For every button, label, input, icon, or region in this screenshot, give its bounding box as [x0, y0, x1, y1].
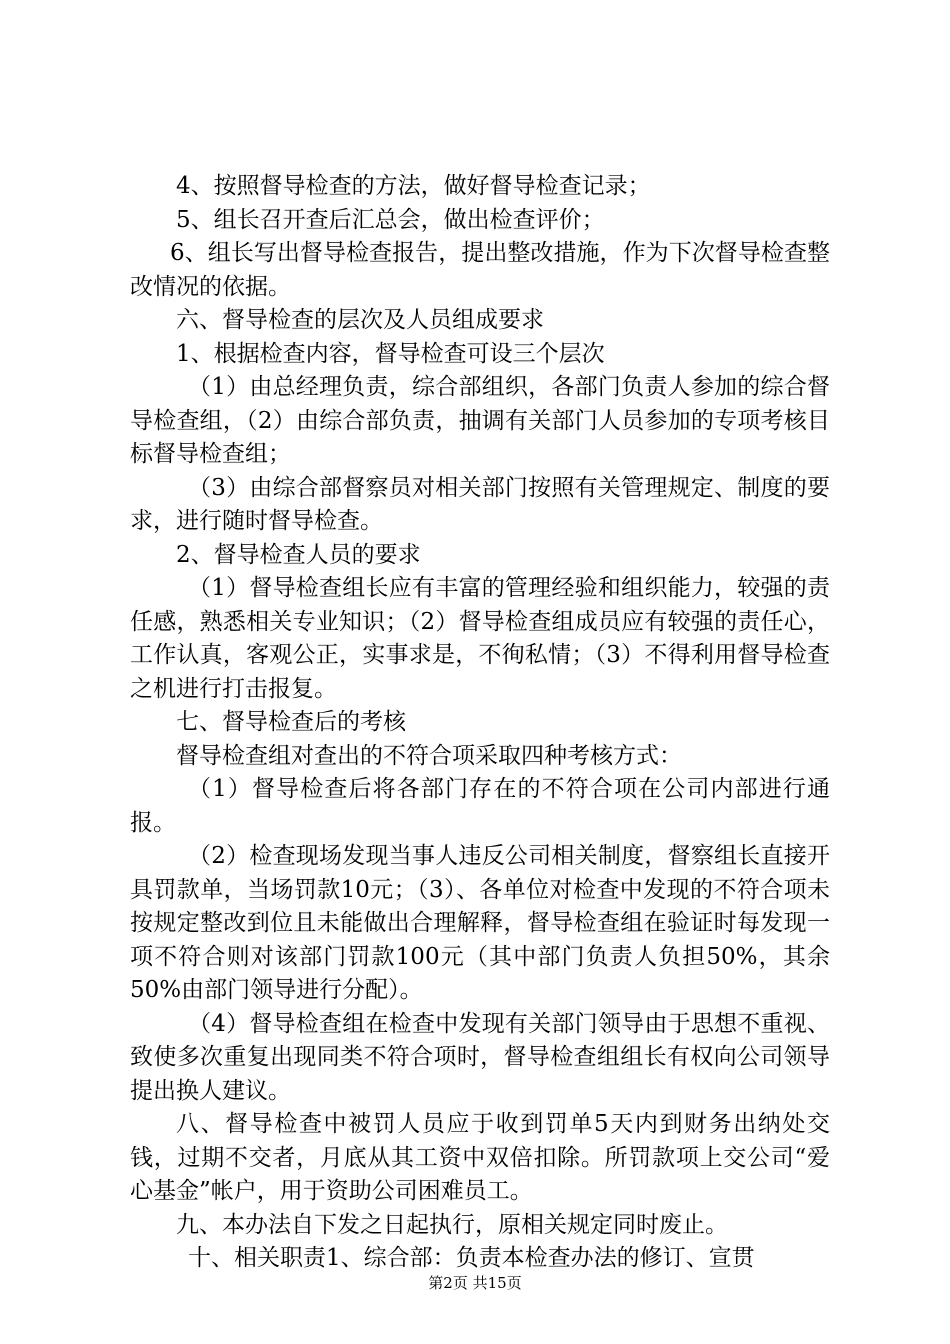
paragraph: （1）督导检查后将各部门存在的不符合项在公司内部进行通报。	[130, 776, 830, 836]
paragraph: 4、按照督导检查的方法，做好督导检查记录；	[176, 173, 651, 199]
paragraph: 八、督导检查中被罚人员应于收到罚单5天内到财务出纳处交钱，过期不交者，月底从其工资中双倍扣除。所罚款项上交公司“爱心基金”帐户，用于资助公司困难员工。	[130, 1111, 830, 1204]
paragraph: （1）由总经理负责，综合部组织，各部门负责人参加的综合督导检查组，（2）由综合部负责，抽调有关部门人员参加的专项考核目标督导检查组；	[130, 374, 830, 467]
page-footer: 第2页 共15页	[428, 1274, 522, 1292]
paragraph: 十、相关职责1、综合部：负责本检查办法的修订、宣贯	[188, 1245, 755, 1271]
section-heading: 七、督导检查后的考核	[176, 709, 406, 735]
paragraph: 1、根据检查内容，督导检查可设三个层次	[176, 340, 605, 367]
paragraph: （3）由综合部督察员对相关部门按照有关管理规定、制度的要求，进行随时督导检查。	[130, 474, 830, 534]
paragraph: 2、督导检查人员的要求	[176, 541, 421, 568]
paragraph: （1）督导检查组长应有丰富的管理经验和组织能力，较强的责任感，熟悉相关专业知识；（2）督导检查组成员应有较强的责任心，工作认真，客观公正，实事求是，不徇私情；（3）不得利用督导检查之机进行打击报复。	[130, 575, 830, 702]
paragraph: 5、组长召开查后汇总会，做出检查评价；	[176, 206, 605, 233]
document-body	[130, 170, 830, 1276]
paragraph: 九、本办法自下发之日起执行，原相关规定同时废止。	[176, 1211, 728, 1238]
paragraph: （4）督导检查组在检查中发现有关部门领导由于思想不重视、致使多次重复出现同类不符合项时，督导检查组组长有权向公司领导提出换人建议。	[130, 1010, 830, 1104]
paragraph: 6、组长写出督导检查报告，提出整改措施，作为下次督导检查整改情况的依据。	[130, 240, 830, 300]
section-heading: 六、督导检查的层次及人员组成要求	[176, 307, 544, 333]
paragraph: 督导检查组对查出的不符合项采取四种考核方式：	[176, 742, 682, 769]
paragraph: （2）检查现场发现当事人违反公司相关制度，督察组长直接开具罚款单，当场罚款10元；（3）、各单位对检查中发现的不符合项未按规定整改到位且未能做出合理解释，督导检查组在验证时每发现一项不符合则对该部门罚款100元（其中部门负责人负担50%，其余50%由部门领导进行分配）。	[130, 843, 830, 1003]
